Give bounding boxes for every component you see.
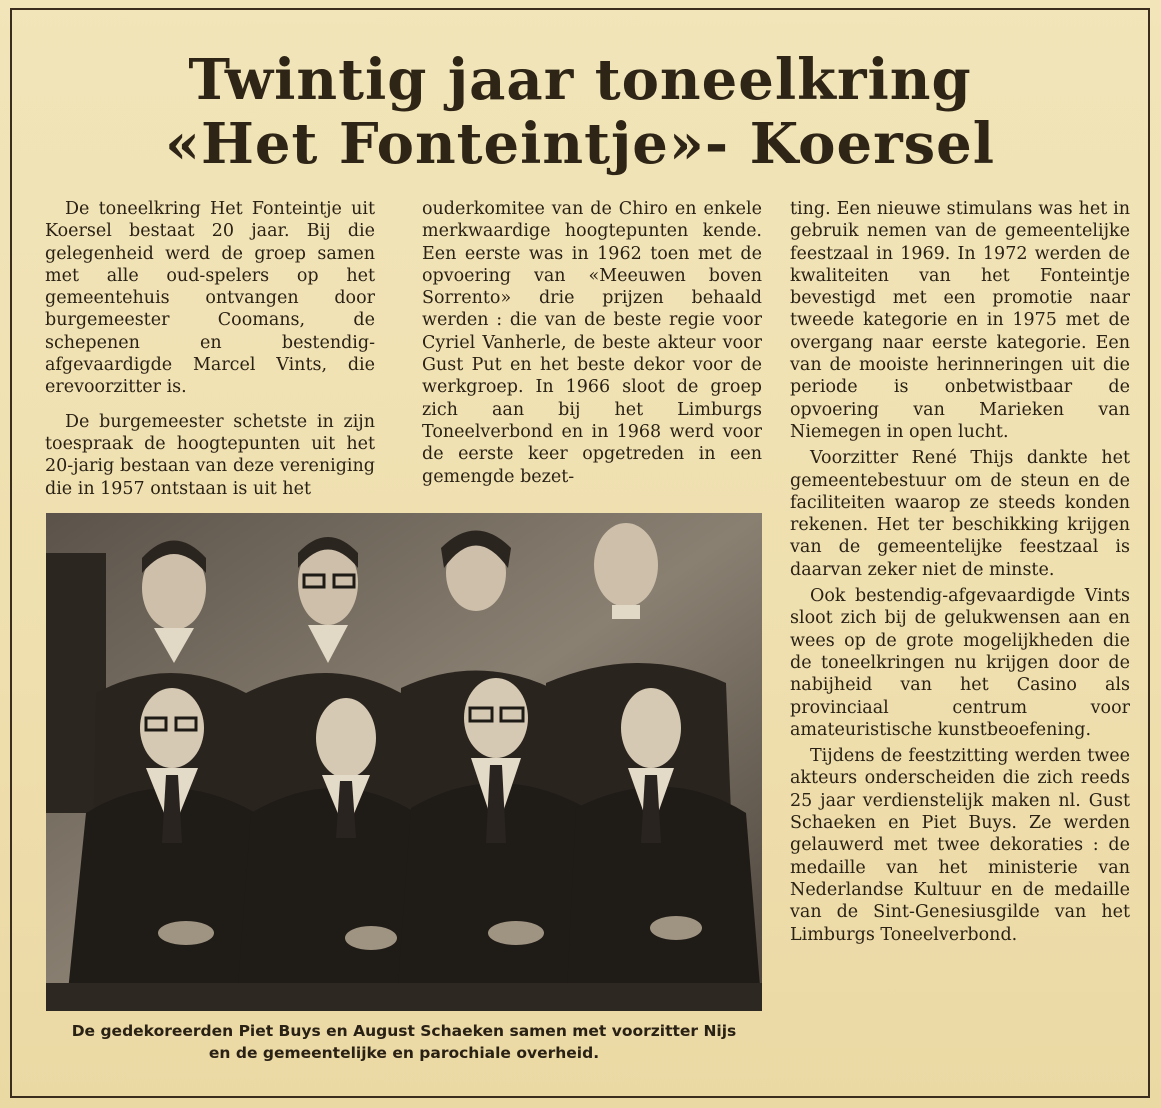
- article-headline: [120, 49, 1040, 177]
- caption-line-2: en de gemeentelijke en parochiale overheid.: [208, 1044, 600, 1062]
- paragraph: ouderkomitee van de Chiro en enkele merkwaardige hoogtepunten kende. Een eerste was in 1962 toen met de opvoering van «Meeuwen boven Sorrento» drie prijzen behaald werden : die van de beste regie voor Cyriel Vanherle, de beste akteur voor Gust Put en het beste dekor voor de werkgroep. In 1966 sloot de groep zich aan bij het Limburgs Toneelverbond en in 1968 werd voor de eerste keer opgetreden in een gemengde bezet-: [422, 199, 762, 487]
- paragraph: De burgemeester schetste in zijn toespraak de hoogtepunten uit het 20-jarig bestaan van deze vereniging die in 1957 ontstaan is uit het: [45, 411, 375, 499]
- paragraph: Ook bestendig-afgevaardigde Vints sloot zich bij de gelukwensen aan en wees op de grote mogelijkheden die de toneelkringen nu krijgen door de nabijheid van het Casino als provinciaal centrum voor amateuristische kunstbeoefening.: [790, 586, 1130, 740]
- group-photo: [46, 513, 762, 1011]
- group-photo-icon: [46, 513, 762, 1011]
- headline-line-2: «Het Fonteintje»- Koersel: [165, 111, 995, 178]
- paragraph: ting. Een nieuwe stimulans was het in gebruik nemen van de gemeentelijke feestzaal in 1969. In 1972 werden de kwaliteiten van het Fonteintje bevestigd met een promotie naar tweede kategorie en in 1975 met de overgang naar eerste kategorie. Een van de mooiste herinneringen uit die periode is onbetwistbaar de opvoering van Marieken van Niemegen in open lucht.: [790, 199, 1130, 442]
- paragraph: Voorzitter René Thijs dankte het gemeentebestuur om de steun en de faciliteiten waarop ze steeds konden rekenen. Het ter beschikking krijgen van de gemeentelijke feestzaal is daarvan zeker niet de minste.: [790, 448, 1130, 580]
- photo-caption: [46, 1020, 762, 1064]
- paragraph: De toneelkring Het Fonteintje uit Koersel bestaat 20 jaar. Bij die gelegenheid werd de groep samen met alle oud-spelers op het gemeentehuis ontvangen door burgemeester Coomans, de schepenen en bestendig-afgevaardigde Marcel Vints, die erevoorzitter is.: [45, 199, 375, 398]
- article-column-1: [45, 198, 375, 500]
- article-column-2: [422, 198, 762, 488]
- paragraph: Tijdens de feestzitting werden twee akteurs onderscheiden die zich reeds 25 jaar verdienstelijk maken nl. Gust Schaeken en Piet Buys. Ze werden gelauwerd met twee dekoraties : de medaille van het ministerie van Nederlandse Kultuur en de medaille van de Sint-Genesiusgilde van het Limburgs Toneelverbond.: [790, 746, 1130, 945]
- article-column-3: [790, 198, 1130, 946]
- headline-line-1: Twintig jaar toneelkring: [188, 47, 972, 114]
- caption-line-1: De gedekoreerden Piet Buys en August Schaeken samen met voorzitter Nijs: [71, 1022, 737, 1040]
